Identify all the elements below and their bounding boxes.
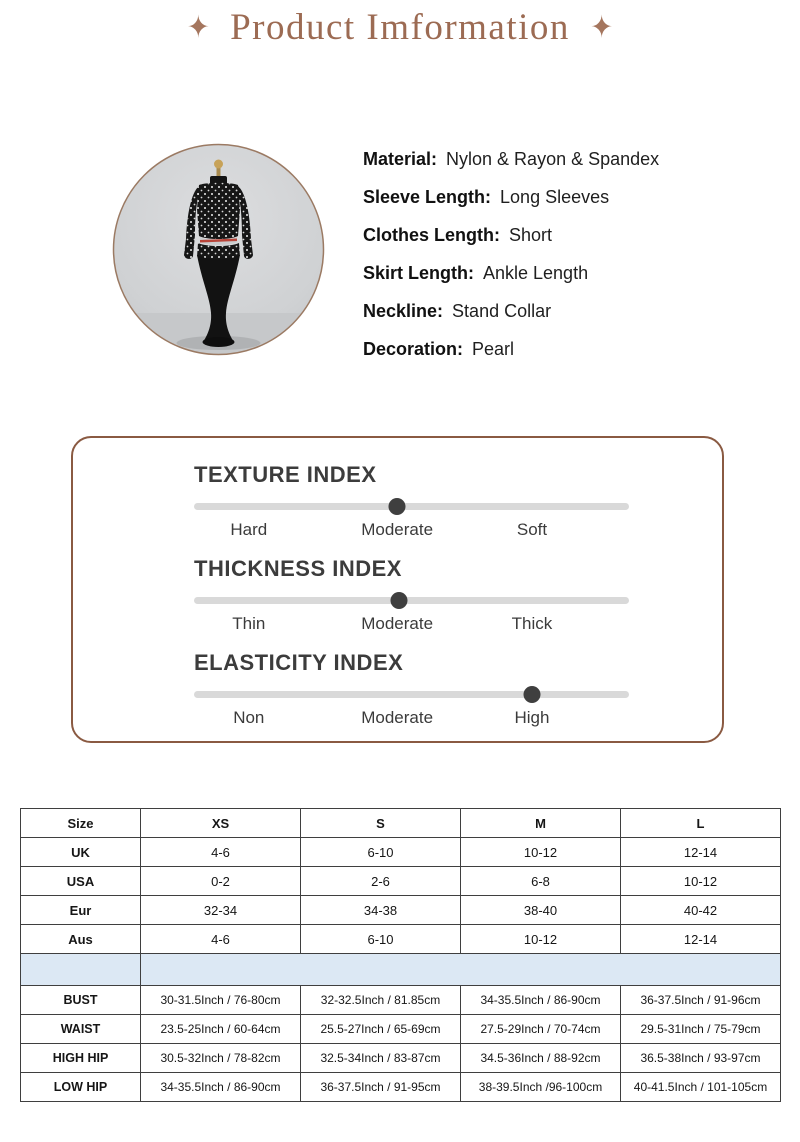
slider-label: Moderate bbox=[361, 708, 434, 727]
spacer-cell bbox=[141, 954, 781, 986]
spacer-cell bbox=[21, 954, 141, 986]
measure-cell: 30-31.5Inch / 76-80cm bbox=[141, 986, 301, 1015]
thickness-index-labels bbox=[194, 614, 629, 637]
detail-value: Long Sleeves bbox=[500, 187, 610, 207]
detail-material bbox=[363, 140, 659, 178]
header-cell: S bbox=[301, 809, 461, 838]
row-label-cell: USA bbox=[21, 867, 141, 896]
size-cell: 4-6 bbox=[141, 838, 301, 867]
row-label-cell: UK bbox=[21, 838, 141, 867]
measure-cell: 30.5-32Inch / 78-82cm bbox=[141, 1044, 301, 1073]
slider-label: Non bbox=[233, 708, 265, 727]
slider-label: Hard bbox=[230, 520, 268, 539]
table-row-eur bbox=[21, 896, 781, 925]
measure-cell: 36.5-38Inch / 93-97cm bbox=[621, 1044, 781, 1073]
table-spacer-row bbox=[21, 954, 781, 986]
row-label-cell: HIGH HIP bbox=[21, 1044, 141, 1073]
page-title: Product Imformation bbox=[230, 7, 570, 48]
slider-label: Moderate bbox=[361, 614, 434, 633]
sparkle-icon: ✦ bbox=[186, 9, 210, 45]
size-cell: 2-6 bbox=[301, 867, 461, 896]
size-cell: 12-14 bbox=[621, 838, 781, 867]
thickness-index-title: THICKNESS INDEX bbox=[194, 556, 402, 581]
size-cell: 4-6 bbox=[141, 925, 301, 954]
table-row-high-hip bbox=[21, 1044, 781, 1073]
detail-neckline bbox=[363, 292, 659, 330]
size-cell: 0-2 bbox=[141, 867, 301, 896]
slider-track bbox=[194, 503, 629, 510]
measure-cell: 25.5-27Inch / 65-69cm bbox=[301, 1015, 461, 1044]
header-cell: M bbox=[461, 809, 621, 838]
detail-value: Short bbox=[509, 225, 553, 245]
slider-track bbox=[194, 691, 629, 698]
mannequin-outfit-image bbox=[112, 143, 325, 356]
texture-index-slider bbox=[194, 498, 629, 515]
size-cell: 38-40 bbox=[461, 896, 621, 925]
table-row-usa bbox=[21, 867, 781, 896]
table-row-waist bbox=[21, 1015, 781, 1044]
row-label-cell: LOW HIP bbox=[21, 1073, 141, 1102]
product-details-list bbox=[363, 140, 659, 368]
detail-decoration bbox=[363, 330, 659, 368]
slider-label: Moderate bbox=[361, 520, 434, 539]
detail-label: Sleeve Length: bbox=[363, 187, 492, 207]
slider-dot bbox=[389, 498, 406, 515]
thickness-index-slider bbox=[194, 592, 629, 609]
measure-cell: 34.5-36Inch / 88-92cm bbox=[461, 1044, 621, 1073]
measure-cell: 29.5-31Inch / 75-79cm bbox=[621, 1015, 781, 1044]
size-cell: 32-34 bbox=[141, 896, 301, 925]
measure-cell: 38-39.5Inch /96-100cm bbox=[461, 1073, 621, 1102]
product-photo bbox=[112, 143, 325, 356]
texture-index-group bbox=[194, 462, 629, 543]
size-cell: 10-12 bbox=[621, 867, 781, 896]
slider-track bbox=[194, 597, 629, 604]
texture-index-title: TEXTURE INDEX bbox=[194, 462, 377, 487]
table-row-low-hip bbox=[21, 1073, 781, 1102]
measure-cell: 34-35.5Inch / 86-90cm bbox=[461, 986, 621, 1015]
header-cell: XS bbox=[141, 809, 301, 838]
measure-cell: 32-32.5Inch / 81.85cm bbox=[301, 986, 461, 1015]
measure-cell: 36-37.5Inch / 91-95cm bbox=[301, 1073, 461, 1102]
detail-value: Nylon & Rayon & Spandex bbox=[446, 149, 660, 169]
measure-cell: 34-35.5Inch / 86-90cm bbox=[141, 1073, 301, 1102]
measure-cell: 27.5-29Inch / 70-74cm bbox=[461, 1015, 621, 1044]
detail-value: Pearl bbox=[472, 339, 515, 359]
slider-label: Soft bbox=[516, 520, 548, 539]
size-cell: 10-12 bbox=[461, 838, 621, 867]
slider-label: Thin bbox=[232, 614, 266, 633]
table-row-uk bbox=[21, 838, 781, 867]
fabric-index-panel bbox=[71, 436, 724, 743]
texture-index-labels bbox=[194, 520, 629, 543]
detail-value: Stand Collar bbox=[452, 301, 552, 321]
detail-skirt-length bbox=[363, 254, 659, 292]
sparkle-icon: ✦ bbox=[590, 9, 613, 45]
measure-cell: 36-37.5Inch / 91-96cm bbox=[621, 986, 781, 1015]
table-row-aus bbox=[21, 925, 781, 954]
elasticity-index-group bbox=[194, 650, 629, 731]
slider-dot bbox=[390, 592, 407, 609]
elasticity-index-slider bbox=[194, 686, 629, 703]
detail-clothes-length bbox=[363, 216, 659, 254]
slider-dot bbox=[523, 686, 540, 703]
size-cell: 40-42 bbox=[621, 896, 781, 925]
row-label-cell: Eur bbox=[21, 896, 141, 925]
row-label-cell: WAIST bbox=[21, 1015, 141, 1044]
header-cell: Size bbox=[21, 809, 141, 838]
row-label-cell: Aus bbox=[21, 925, 141, 954]
measure-cell: 23.5-25Inch / 60-64cm bbox=[141, 1015, 301, 1044]
thickness-index-group bbox=[194, 556, 629, 637]
size-cell: 12-14 bbox=[621, 925, 781, 954]
measure-cell: 32.5-34Inch / 83-87cm bbox=[301, 1044, 461, 1073]
detail-sleeve-length bbox=[363, 178, 659, 216]
size-chart-table bbox=[20, 808, 781, 1102]
detail-label: Decoration: bbox=[363, 339, 464, 359]
header-cell: L bbox=[621, 809, 781, 838]
row-label-cell: BUST bbox=[21, 986, 141, 1015]
size-chart bbox=[20, 808, 781, 1102]
elasticity-index-title: ELASTICITY INDEX bbox=[194, 650, 404, 675]
slider-label: Thick bbox=[511, 614, 553, 633]
size-cell: 6-10 bbox=[301, 925, 461, 954]
elasticity-index-labels bbox=[194, 708, 629, 731]
size-cell: 10-12 bbox=[461, 925, 621, 954]
size-cell: 34-38 bbox=[301, 896, 461, 925]
size-cell: 6-8 bbox=[461, 867, 621, 896]
measure-cell: 40-41.5Inch / 101-105cm bbox=[621, 1073, 781, 1102]
size-cell: 6-10 bbox=[301, 838, 461, 867]
page-header bbox=[0, 6, 800, 49]
table-header-row bbox=[21, 809, 781, 838]
detail-label: Clothes Length: bbox=[363, 225, 500, 245]
detail-label: Material: bbox=[363, 149, 438, 169]
detail-label: Skirt Length: bbox=[363, 263, 474, 283]
slider-label: High bbox=[514, 708, 550, 727]
table-row-bust bbox=[21, 986, 781, 1015]
detail-label: Neckline: bbox=[363, 301, 444, 321]
detail-value: Ankle Length bbox=[483, 263, 589, 283]
